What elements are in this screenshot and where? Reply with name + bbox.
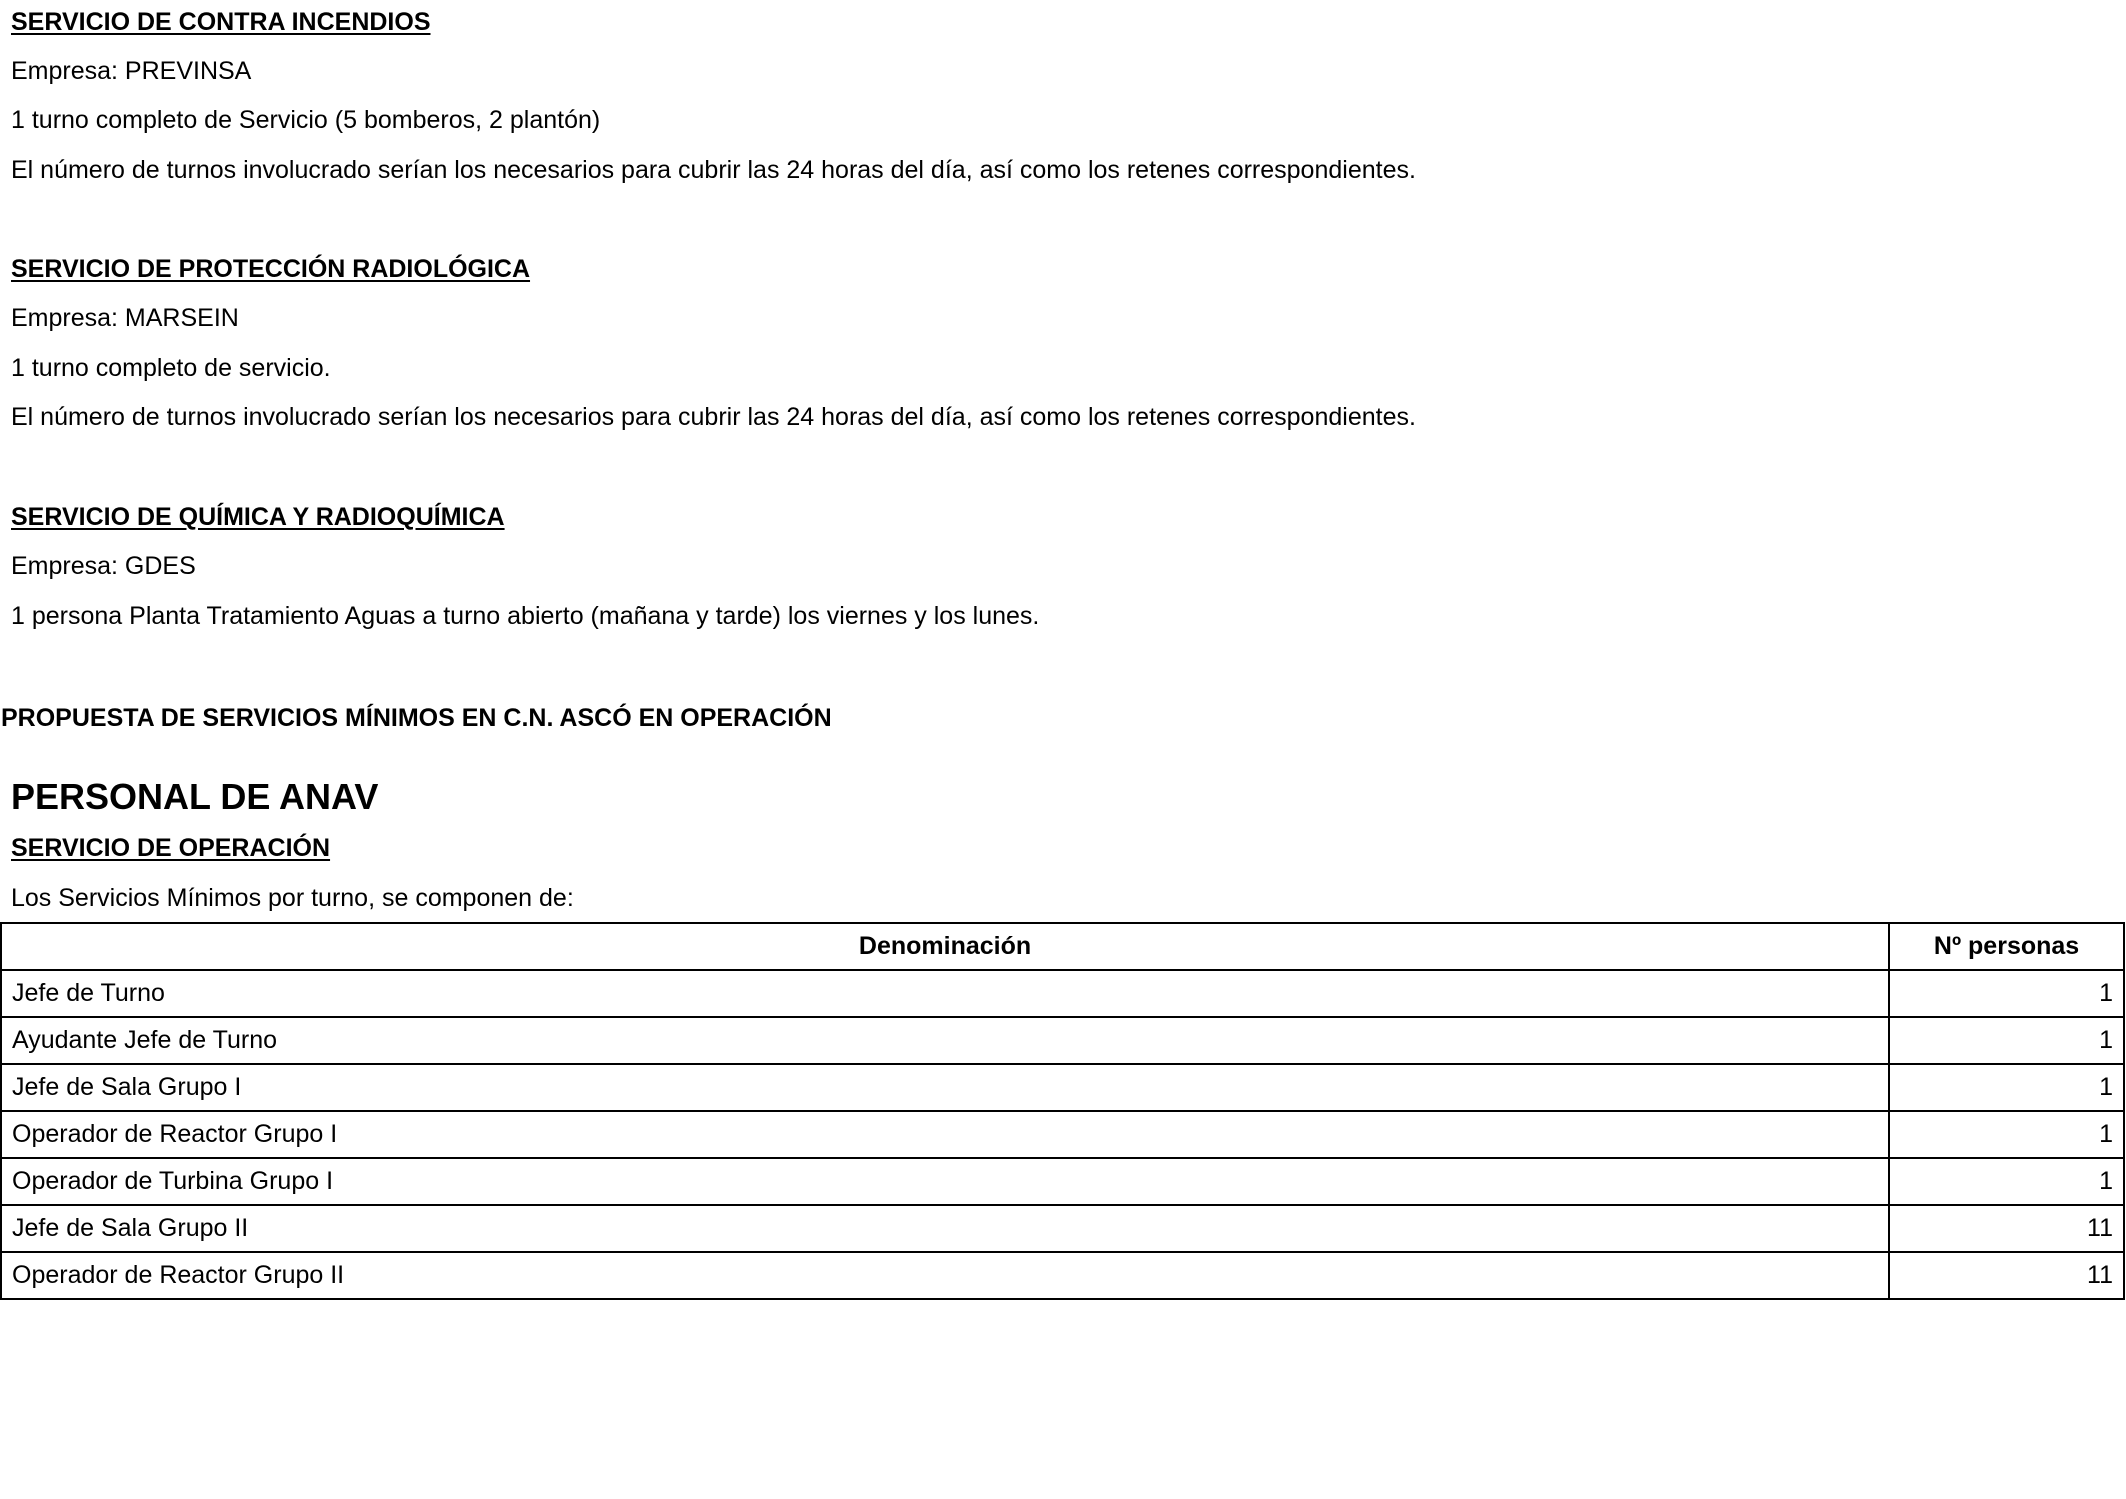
table-row: [1, 1017, 2124, 1064]
operation-intro: Los Servicios Mínimos por turno, se componen de:: [11, 884, 574, 912]
proposal-title: PROPUESTA DE SERVICIOS MÍNIMOS EN C.N. ASCÓ EN OPERACIÓN: [1, 704, 832, 732]
row-denominacion: Operador de Reactor Grupo I: [1, 1111, 1889, 1158]
row-num-personas: 1: [1889, 1158, 2124, 1205]
company-line: Empresa: PREVINSA: [11, 57, 252, 85]
shift-line: 1 turno completo de servicio.: [11, 354, 331, 382]
section-title-quimica-radioquimica: SERVICIO DE QUÍMICA Y RADIOQUÍMICA: [11, 503, 505, 531]
company-line: Empresa: MARSEIN: [11, 304, 239, 332]
header-num-personas: Nº personas: [1889, 923, 2124, 970]
row-denominacion: Operador de Turbina Grupo I: [1, 1158, 1889, 1205]
section-title-contra-incendios: SERVICIO DE CONTRA INCENDIOS: [11, 8, 431, 36]
section-title-proteccion-radiologica: SERVICIO DE PROTECCIÓN RADIOLÓGICA: [11, 255, 531, 283]
table-row: [1, 970, 2124, 1017]
minimum-services-table: [0, 922, 2125, 1300]
row-num-personas: 11: [1889, 1252, 2124, 1299]
table-row: [1, 1252, 2124, 1299]
table-row: [1, 1205, 2124, 1252]
company-line: Empresa: GDES: [11, 552, 196, 580]
row-num-personas: 1: [1889, 1017, 2124, 1064]
section-title-operacion: SERVICIO DE OPERACIÓN: [11, 834, 331, 862]
table-row: [1, 1111, 2124, 1158]
personal-title: PERSONAL DE ANAV: [11, 776, 379, 817]
table-row: [1, 1064, 2124, 1111]
row-denominacion: Jefe de Turno: [1, 970, 1889, 1017]
table-header-row: [1, 923, 2124, 970]
shift-line: 1 turno completo de Servicio (5 bomberos, 2 plantón): [11, 106, 601, 134]
row-denominacion: Ayudante Jefe de Turno: [1, 1017, 1889, 1064]
row-denominacion: Jefe de Sala Grupo II: [1, 1205, 1889, 1252]
shifts-note-line: El número de turnos involucrado serían los necesarios para cubrir las 24 horas del día, así como los retenes correspondientes.: [11, 403, 1416, 431]
row-denominacion: Operador de Reactor Grupo II: [1, 1252, 1889, 1299]
row-denominacion: Jefe de Sala Grupo I: [1, 1064, 1889, 1111]
header-denominacion: Denominación: [1, 923, 1889, 970]
row-num-personas: 1: [1889, 1111, 2124, 1158]
row-num-personas: 1: [1889, 970, 2124, 1017]
row-num-personas: 1: [1889, 1064, 2124, 1111]
table-row: [1, 1158, 2124, 1205]
row-num-personas: 11: [1889, 1205, 2124, 1252]
shifts-note-line: El número de turnos involucrado serían los necesarios para cubrir las 24 horas del día, así como los retenes correspondientes.: [11, 156, 1416, 184]
staff-line: 1 persona Planta Tratamiento Aguas a turno abierto (mañana y tarde) los viernes y los lunes.: [11, 602, 1040, 630]
